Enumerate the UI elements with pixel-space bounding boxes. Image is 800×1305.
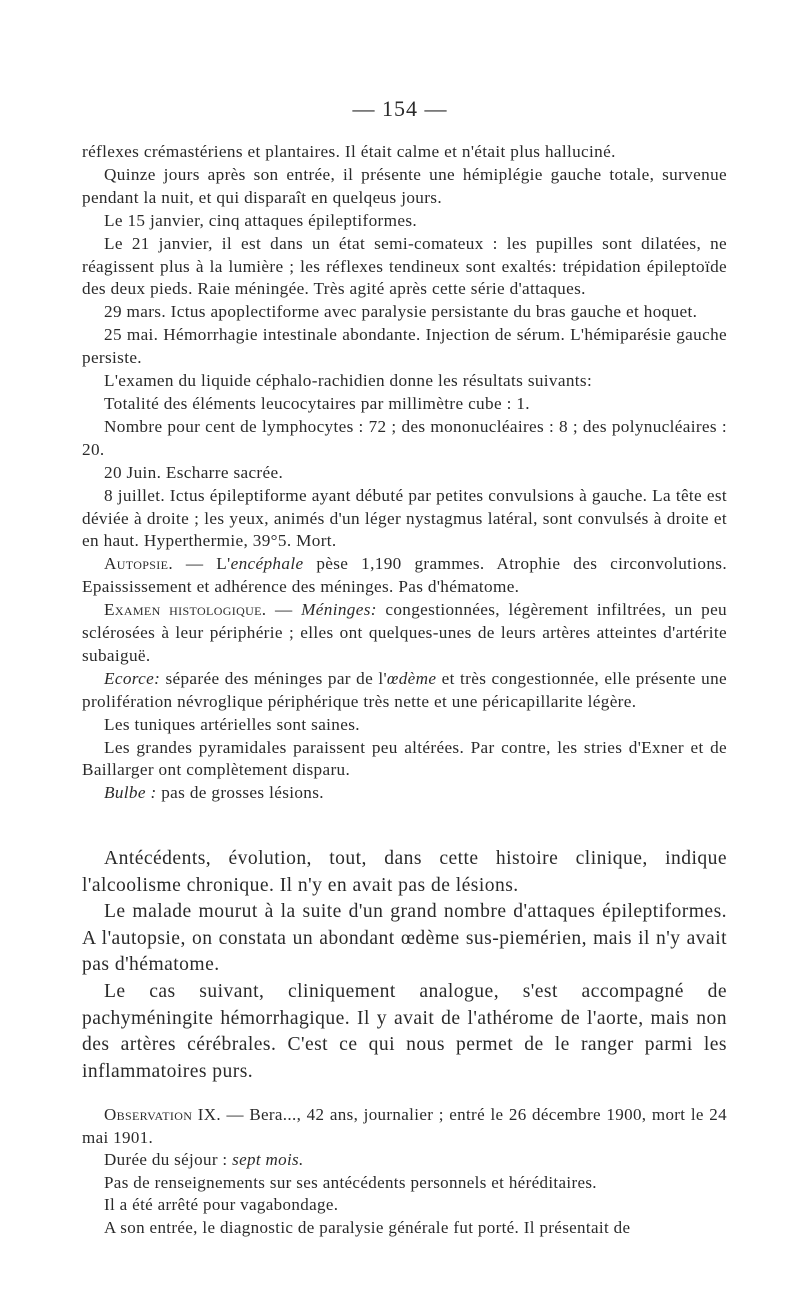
- case-notes: [82, 141, 727, 805]
- paragraph: A son entrée, le diagnostic de paralysie générale fut porté. Il présentait de: [104, 1217, 631, 1237]
- paragraph: 25 mai. Hémorrhagie intestinale abondante. Injection de sérum. L'hémiparésie gauche persiste.: [82, 325, 727, 368]
- page-number: — 154 —: [352, 96, 448, 121]
- paragraph: réflexes crémastériens et plantaires. Il était calme et n'était plus halluciné.: [82, 142, 616, 161]
- paragraph: Il a été arrêté pour vagabondage.: [104, 1195, 339, 1215]
- cortex-paragraph: Ecorce: séparée des méninges par de l'œdème et très congestionnée, elle présente une prolifération névroglique périphérique très nette et une péricapillarite légère.: [82, 668, 727, 711]
- observation-label: Observation IX.: [104, 1105, 222, 1124]
- paragraph: Durée du séjour : sept mois.: [104, 1150, 304, 1170]
- paragraph: 20 Juin. Escharre sacrée.: [104, 462, 284, 482]
- paragraph: Quinze jours après son entrée, il présente une hémiplégie gauche totale, survenue pendant la nuit, et qui disparaît en quelqeus jours.: [82, 164, 727, 207]
- paragraph: L'examen du liquide céphalo-rachidien donne les résultats suivants:: [104, 371, 593, 391]
- paragraph: Pas de renseignements sur ses antécédents personnels et héréditaires.: [104, 1172, 597, 1192]
- paragraph: Le cas suivant, cliniquement analogue, s'est accompagné de pachyméningite hémorrhagique. Il y avait de l'athérome de l'aorte, mais non des artères cérébrales. C'est ce qui nous permet de le ranger parmi les inflammatoires purs.: [82, 980, 727, 1082]
- bulb-paragraph: Bulbe : pas de grosses lésions.: [104, 783, 324, 803]
- paragraph: Le 21 janvier, il est dans un état semi-comateux : les pupilles sont dilatées, ne réagissent plus à la lumière ; les réflexes tendineux sont exaltés: trépidation épileptoïde des deux pieds. Raie méningée. Très agité après cette série d'attaques.: [82, 233, 727, 299]
- paragraph: Les grandes pyramidales paraissent peu altérées. Par contre, les stries d'Exner et de Baillarger ont complètement disparu.: [82, 737, 727, 780]
- observation-ix: [82, 1104, 727, 1240]
- commentary: [82, 846, 727, 1085]
- paragraph: Le malade mourut à la suite d'un grand nombre d'attaques épileptiformes. A l'autopsie, on constata un abondant œdème sus-piemérien, mais il n'y avait pas d'hématome.: [82, 901, 727, 976]
- paragraph: Le 15 janvier, cinq attaques épileptiformes.: [104, 210, 417, 230]
- histology-label: Examen histologique.: [104, 600, 267, 620]
- autopsy-label: Autopsie.: [104, 554, 173, 574]
- paragraph: 8 juillet. Ictus épileptiforme ayant débuté par petites convulsions à gauche. La tête est déviée à droite ; les yeux, animés d'un léger nystagmus latéral, sont convulsés à droite et en haut. Hyperthermie, 39°5. Mort.: [82, 485, 727, 551]
- autopsy-paragraph: Autopsie. — L'encéphale pèse 1,190 grammes. Atrophie des circonvolutions. Epaississement et adhérence des méninges. Pas d'hématome.: [82, 554, 727, 597]
- paragraph: Totalité des éléments leucocytaires par millimètre cube : 1.: [104, 393, 530, 413]
- paragraph: Nombre pour cent de lymphocytes : 72 ; des mononucléaires : 8 ; des polynucléaires : 20.: [82, 416, 727, 459]
- observation-heading: Observation IX. — Bera..., 42 ans, journalier ; entré le 26 décembre 1900, mort le 24 mai 1901.: [82, 1105, 727, 1147]
- paragraph: Les tuniques artérielles sont saines.: [104, 714, 360, 734]
- histology-paragraph: Examen histologique. — Méninges: congestionnées, légèrement infiltrées, un peu sclérosées à leur périphérie ; elles ont quelques-unes de leurs artères atteintes d'artérite subaiguë.: [82, 600, 727, 665]
- paragraph: Antécédents, évolution, tout, dans cette histoire clinique, indique l'alcoolisme chronique. Il n'y en avait pas de lésions.: [82, 848, 727, 896]
- paragraph: 29 mars. Ictus apoplectiforme avec paralysie persistante du bras gauche et hoquet.: [104, 302, 698, 322]
